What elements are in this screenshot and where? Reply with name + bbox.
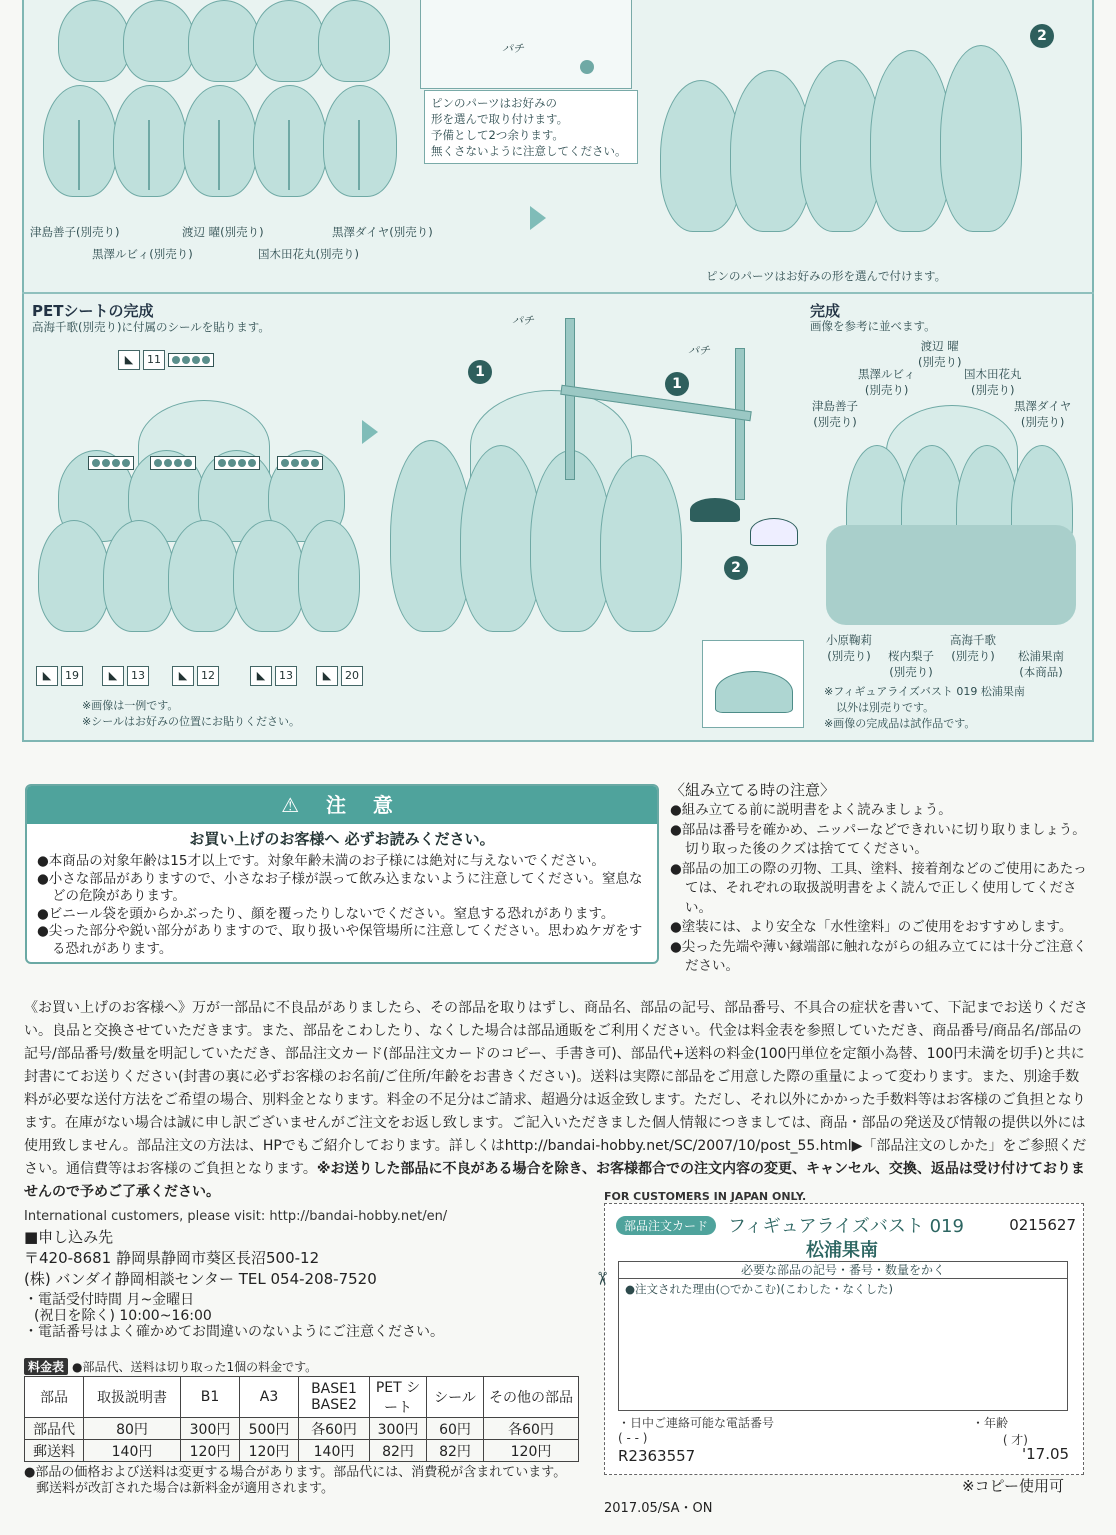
panel-divider xyxy=(22,292,1094,294)
card-product-name: 松浦果南 xyxy=(806,1240,878,1261)
caution-list xyxy=(37,853,647,958)
pin-callout xyxy=(424,90,638,164)
pet-note-1: ※画像は一例です。 xyxy=(82,699,179,712)
card-date: '17.05 xyxy=(1022,1445,1070,1463)
international-link[interactable]: International customers, please visit: http://bandai-hobby.net/en/ xyxy=(24,1209,448,1224)
complete-note-1: ※フィギュアライズバスト 019 松浦果南 xyxy=(824,685,1025,698)
sticker-13b xyxy=(250,666,300,686)
price-cell: 140円 xyxy=(299,1440,370,1462)
notice-text: 《お買い上げのお客様へ》万が一部品に不良品がありましたら、その部品を取りはずし、商品名、部品の記号、部品番号、不具合の症状を書いて、下記までお送りください。良品と交換させていただきます。また、部品をこわしたり、なくした場合は部品通販をご利用ください。代金は料金表を参照していただき、商品番号/商品名/部品の記号/部品番号/数量を明記していただき、部品注文カード(部品注文カードのコピー、手書き可)、部品代+送料の料金(100円単位を定額小為替、100円未満を切手)と共に封書にてお送りください(封書の裏に必ずお客様のお名前/ご住所/年齢をお書きください)。送料は実際に部品をご用意した際の重量によって変わります。また、別途手数料が必要な送付方法をご希望の場合、別料金となります。料金の不足分はご請求、超過分は返金致します。ただし、それ以外にかかった手数料等はお客様のご負担となります。在庫がない場合は誠に申し訳ございませんがご注文をお返し致します。ご記入いただきました個人情報につきましては、商品・部品の発送及び情報の提供以外には使用致しません。部品注文の方法は、HPでもご紹介しております。詳しくはhttp://bandai-hobby.net/SC/2007/10/post_55.html▶「部品注文のしかた」をご参照ください。通信費等はお客様のご負担となります。 xyxy=(24,1000,1088,1177)
caution-header xyxy=(27,786,657,824)
caution-item: ●尖った部分や鋭い部分がありますので、取り扱いや保管場所に注意してください。思わぬケガをする恐れがあります。 xyxy=(37,923,643,957)
step-2-marker: 2 xyxy=(1030,24,1054,48)
name-tsushima: 津島善子(別売り) xyxy=(30,225,120,239)
price-cell: 500円 xyxy=(240,1418,299,1440)
step-2-marker: 2 xyxy=(724,556,748,580)
contact-info xyxy=(24,1227,377,1290)
label-tsushima: 津島善子 (別売り) xyxy=(812,399,858,429)
complete-title: 完成 xyxy=(810,302,841,320)
card-age-field[interactable]: ( 才) xyxy=(1002,1433,1028,1447)
price-header: その他の部品 xyxy=(484,1377,579,1418)
name-kurosawa-dia: 黒澤ダイヤ(別売り) xyxy=(332,225,433,239)
card-phone-field[interactable]: ( - - ) xyxy=(618,1431,648,1445)
label-dia: 黒澤ダイヤ (別売り) xyxy=(1014,399,1072,429)
caution-subtitle: お買い上げのお客様へ 必ずお読みください。 xyxy=(189,830,495,848)
sticker-number: 20 xyxy=(341,666,363,686)
hours-line: (祝日を除く) 10:00~16:00 xyxy=(34,1308,212,1324)
hours-line: ・電話受付時間 月~金曜日 xyxy=(24,1292,195,1308)
card-japan-only: FOR CUSTOMERS IN JAPAN ONLY. xyxy=(604,1190,807,1203)
diorama-photo xyxy=(826,405,1076,630)
flower-sheet-illustration-2 xyxy=(650,30,1050,250)
pet-title: PETシートの完成 xyxy=(32,302,154,320)
price-cell: 140円 xyxy=(84,1440,181,1462)
sticker-number: 13 xyxy=(127,666,149,686)
sticker-icon: ◣ xyxy=(102,666,124,686)
sticker-number: 19 xyxy=(61,666,83,686)
callout-line: ピンのパーツはお好みの xyxy=(431,96,558,110)
sticker-13a xyxy=(102,666,152,686)
pachi-label: パチ xyxy=(502,42,524,55)
pet-sheet-illustration xyxy=(38,400,358,650)
price-header: 取扱説明書 xyxy=(84,1377,181,1418)
callout-line: 無くさないように注意してください。 xyxy=(431,144,627,158)
price-tag: 料金表 xyxy=(24,1358,68,1375)
card-phone-row xyxy=(618,1414,1068,1448)
arrow-right-icon xyxy=(362,420,378,444)
sticker-number: 11 xyxy=(143,350,165,370)
caution-item: ●ビニール袋を頭からかぶったり、顔を覆ったりしないでください。窒息する恐れがあります。 xyxy=(37,905,615,922)
price-table xyxy=(24,1376,579,1462)
price-cell: 60円 xyxy=(427,1418,484,1440)
pachi-label: パチ xyxy=(512,314,534,327)
card-label: 部品注文カード xyxy=(616,1216,716,1235)
card-age-label: ・年齢 xyxy=(971,1416,1008,1430)
assembly-notes-title: 〈組み立てる時の注意〉 xyxy=(670,781,836,799)
callout-line: 形を選んで取り付けます。 xyxy=(431,112,569,126)
price-cell: 82円 xyxy=(370,1440,427,1462)
dots-sticker xyxy=(214,452,260,471)
price-cell: 300円 xyxy=(370,1418,427,1440)
card-instruction: 必要な部品の記号・番号・数量をかく xyxy=(619,1262,1067,1279)
contact-head: ■申し込み先 xyxy=(24,1228,114,1246)
label-kunikida: 国木田花丸 (別売り) xyxy=(964,367,1022,397)
sticker-11 xyxy=(118,350,214,370)
pet-note-2: ※シールはお好みの位置にお貼りください。 xyxy=(82,715,300,728)
pin-callout-frame xyxy=(420,0,632,89)
dots-sticker xyxy=(88,452,134,471)
price-header: シール xyxy=(427,1377,484,1418)
label-matsuura: 松浦果南 (本商品) xyxy=(1018,649,1064,679)
card-phone-label: ・日中ご連絡可能な電話番号 xyxy=(618,1416,775,1430)
base-detail-box xyxy=(702,640,804,728)
sticker-number: 13 xyxy=(275,666,297,686)
price-note-line: 郵送料が改訂された場合は新料金が適用されます。 xyxy=(36,1481,334,1496)
notice-bold: ※お送りした部品に不良がある場合を除き、お客様都合での注文内容の変更、キャンセル、交換、返品は受け付けておりませんので予めご了承ください。 xyxy=(24,1161,1085,1200)
sticker-20 xyxy=(316,666,366,686)
price-header: BASE1 BASE2 xyxy=(299,1377,370,1418)
price-header: A3 xyxy=(240,1377,299,1418)
complete-note-3: ※画像の完成品は試作品です。 xyxy=(824,717,976,730)
step-1-marker-b: 1 xyxy=(665,372,689,396)
pet-subtitle: 高海千歌(別売り)に付属のシールを貼ります。 xyxy=(32,320,270,334)
contact-hours xyxy=(24,1292,444,1340)
flower-sheet-illustration-1 xyxy=(38,0,418,205)
arrow-right-icon xyxy=(530,206,546,230)
card-code: 0215627 xyxy=(1009,1216,1076,1234)
pin-icon xyxy=(580,60,594,74)
name-kunikida: 国木田花丸(別売り) xyxy=(258,247,359,261)
pachi-label: パチ xyxy=(688,344,710,357)
sticker-icon: ◣ xyxy=(172,666,194,686)
card-reason: ●注文された理由(○でかこむ)(こわした・なくした) xyxy=(625,1282,894,1296)
price-label xyxy=(24,1358,317,1375)
price-cell: 120円 xyxy=(240,1440,299,1462)
label-ohara: 小原鞠莉 (別売り) xyxy=(826,633,872,663)
price-note: ●部品代、送料は切り取った1個の料金です。 xyxy=(72,1360,318,1374)
name-kurosawa-ruby: 黒澤ルビィ(別売り) xyxy=(92,247,193,261)
assembly-note-item: ●組み立てる前に説明書をよく読みましょう。 xyxy=(670,802,952,818)
price-cell: 郵送料 xyxy=(25,1440,84,1462)
price-cell: 80円 xyxy=(84,1418,181,1440)
customer-notice xyxy=(24,997,1092,1204)
caution-item: ●小さな部品がありますので、小さなお子様が誤って飲み込まないように注意してください。窒息などの危険があります。 xyxy=(37,870,643,904)
sticker-12 xyxy=(172,666,222,686)
callout-line: 予備として2つ余ります。 xyxy=(431,128,564,142)
sticker-number: 12 xyxy=(197,666,219,686)
assembly-note-item: ●尖った先端や薄い縁端部に触れながらの組み立てには十分ご注意ください。 xyxy=(670,938,1087,974)
price-cell: 120円 xyxy=(484,1440,579,1462)
dots-sticker xyxy=(277,452,323,471)
copy-ok: ※コピー使用可 xyxy=(962,1477,1064,1495)
price-cell: 部品代 xyxy=(25,1418,84,1440)
label-sakurauchi: 桜内梨子 (別売り) xyxy=(888,649,934,679)
caution-title: 注 意 xyxy=(325,793,403,817)
pin-note: ピンのパーツはお好みの形を選んで付けます。 xyxy=(706,269,947,283)
caution-item: ●本商品の対象年齢は15才以上です。対象年齢未満のお子様には絶対に与えないでください。 xyxy=(37,853,605,869)
price-cell: 300円 xyxy=(181,1418,240,1440)
complete-subtitle: 画像を参考に並べます。 xyxy=(810,319,936,333)
contact-company: (株) バンダイ静岡相談センター TEL 054-208-7520 xyxy=(24,1270,377,1288)
label-ruby: 黒澤ルビィ (別売り) xyxy=(858,367,916,397)
sticker-icon: ◣ xyxy=(250,666,272,686)
stand-frame xyxy=(560,318,750,548)
label-watanabe: 渡辺 曜 (別売り) xyxy=(918,339,962,369)
price-cell: 82円 xyxy=(427,1440,484,1462)
price-header: B1 xyxy=(181,1377,240,1418)
contact-address: 〒420-8681 静岡県静岡市葵区長沼500-12 xyxy=(24,1249,320,1267)
warning-icon: ⚠ xyxy=(281,793,309,817)
dots-sticker xyxy=(168,353,214,367)
assembly-note-item: ●塗装には、より安全な「水性塗料」のご使用をおすすめします。 xyxy=(670,919,1073,935)
card-serial: R2363557 xyxy=(618,1447,696,1465)
assembly-note-item: ●部品は番号を確かめ、ニッパーなどできれいに切り取りましょう。切り取った後のクズは捨ててください。 xyxy=(670,821,1086,857)
sticker-19 xyxy=(36,666,86,686)
sticker-icon: ◣ xyxy=(118,350,140,370)
card-product: フィギュアライズバスト 019 xyxy=(728,1216,964,1237)
name-watanabe: 渡辺 曜(別売り) xyxy=(182,225,264,239)
price-note-line: ●部品の価格および送料は変更する場合があります。部品代には、消費税が含まれています。 xyxy=(24,1465,567,1480)
card-parts-area[interactable] xyxy=(618,1261,1068,1411)
price-header: PET シート xyxy=(370,1377,427,1418)
print-code: 2017.05/SA・ON xyxy=(604,1501,713,1516)
dots-sticker xyxy=(150,452,196,471)
step-1-marker-a: 1 xyxy=(468,360,492,384)
price-header: 部品 xyxy=(25,1377,84,1418)
label-takami: 高海千歌 (別売り) xyxy=(950,633,996,663)
price-cell: 各60円 xyxy=(484,1418,579,1440)
price-cell: 120円 xyxy=(181,1440,240,1462)
sticker-icon: ◣ xyxy=(316,666,338,686)
caution-box xyxy=(25,784,659,964)
sticker-icon: ◣ xyxy=(36,666,58,686)
scissors-icon: ✂ xyxy=(591,1270,613,1287)
assembly-notes-list xyxy=(670,801,1090,977)
card-header xyxy=(616,1212,1076,1238)
assembly-note-item: ●部品の加工の際の刃物、工具、塗料、接着剤などのご使用にあたっては、それぞれの取扱説明書をよく読んで正しく使用してください。 xyxy=(670,860,1087,916)
phone-note: ・電話番号はよく確かめてお間違いのないようにご注意ください。 xyxy=(24,1324,444,1340)
complete-note-2: 以外は別売りです。 xyxy=(836,701,935,714)
price-cell: 各60円 xyxy=(299,1418,370,1440)
